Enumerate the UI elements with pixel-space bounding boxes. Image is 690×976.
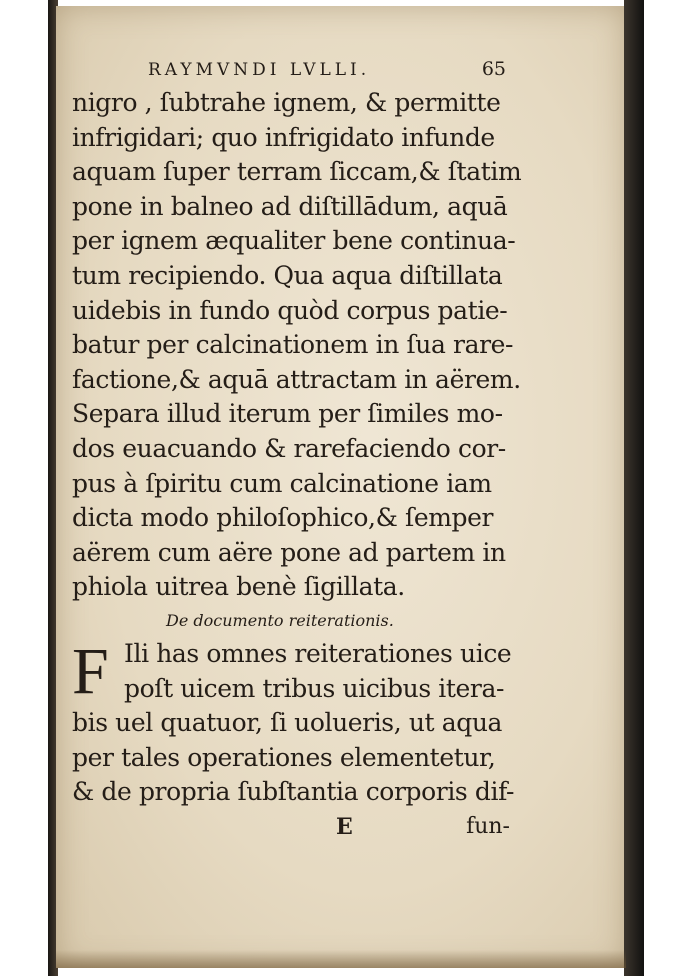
text-line: & de propria ſubſtantia corporis dif- <box>72 777 515 807</box>
text-line: Separa illud iterum per ſimiles mo- <box>72 399 503 429</box>
catchword: fun- <box>466 813 510 839</box>
text-line: per ignem æqualiter bene continua- <box>72 226 516 256</box>
text-line: dos euacuando & rarefaciendo cor- <box>72 433 506 463</box>
running-head-title: RAYMVNDI LVLLI. <box>148 60 371 80</box>
signature-mark: E <box>336 813 353 840</box>
text-line: infrigidari; quo infrigidato infunde <box>72 122 495 152</box>
text-line: uidebis in fundo quòd corpus patie- <box>72 295 508 325</box>
text-block <box>72 58 522 844</box>
text-line: batur per calcinationem in ſua rare- <box>72 330 514 360</box>
page-footer <box>72 810 512 844</box>
text-line: nigro , ſubtrahe ignem, & permitte <box>72 88 501 117</box>
text-line: tum recipiendo. Qua aqua diſtillata <box>72 260 503 290</box>
text-line: factione,& aquā attractam in aërem. <box>72 364 521 394</box>
running-head <box>72 58 512 80</box>
text-line: aërem cum aëre pone ad partem in <box>72 537 506 567</box>
drop-cap: F <box>72 634 109 708</box>
text-line: bis uel quatuor, ſi uolueris, ut aqua <box>72 708 503 738</box>
text-line: phiola uitrea benè ſigillata. <box>72 572 405 602</box>
text-line: pus à ſpiritu cum calcinatione iam <box>72 468 492 498</box>
text-line: Ili has omnes reiterationes uice <box>124 638 512 668</box>
section-heading: De documento reiterationis. <box>166 610 394 630</box>
text-line: dicta modo philoſophico,& ſemper <box>72 503 494 533</box>
text-line: aquam ſuper terram ſiccam,& ſtatim <box>72 157 522 187</box>
text-line: poſt uicem tribus uicibus itera- <box>124 673 505 703</box>
paragraph-2 <box>72 634 515 810</box>
page-bottom-edge <box>56 950 626 968</box>
page-edge-shadow <box>624 0 644 976</box>
text-line: pone in balneo ad diſtillādum, aquā <box>72 191 508 221</box>
paragraph-1 <box>72 86 522 605</box>
text-line: per tales operationes elementetur, <box>72 742 496 772</box>
page-number: 65 <box>481 58 506 80</box>
